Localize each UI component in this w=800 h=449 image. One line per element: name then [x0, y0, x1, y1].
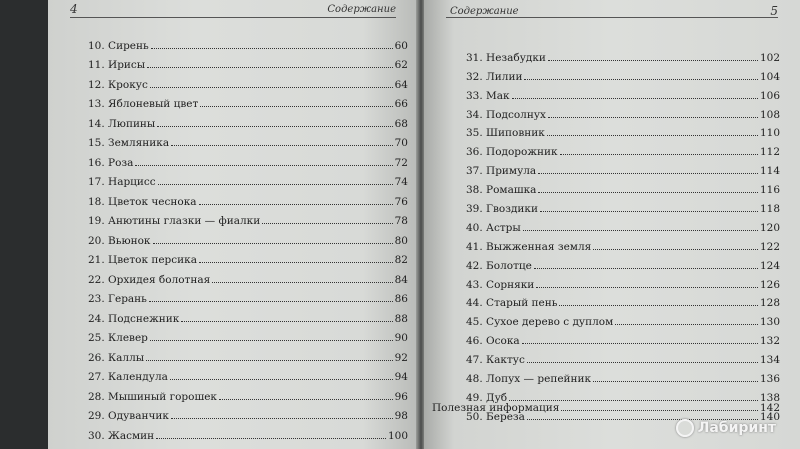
toc-entry-title: 20. Вьюнок	[88, 234, 151, 247]
toc-entry	[48, 266, 418, 286]
toc-entry-page: 84	[394, 273, 408, 286]
left-header-title: Содержание	[327, 4, 396, 15]
toc-entry-page: 124	[759, 259, 780, 272]
toc-entry	[424, 158, 800, 177]
toc-entry-title: 16. Роза	[88, 156, 134, 169]
toc-entry-page: 74	[394, 176, 408, 188]
toc-leader-dots	[593, 249, 758, 250]
toc-entry	[424, 139, 800, 158]
toc-entry	[424, 309, 800, 328]
toc-leader-dots	[536, 287, 758, 288]
toc-entry-page: 128	[759, 297, 780, 310]
toc-entry-title: 43. Сорняки	[466, 278, 535, 291]
toc-leader-dots	[615, 324, 758, 325]
toc-entry	[424, 102, 800, 121]
toc-entry-page: 104	[759, 70, 780, 83]
toc-entry-page: 88	[394, 312, 408, 325]
toc-leader-dots	[540, 211, 758, 212]
toc-leader-dots	[157, 126, 392, 127]
toc-leader-dots	[262, 223, 392, 224]
toc-leader-dots	[158, 184, 393, 185]
toc-entry-page: 114	[759, 165, 780, 178]
toc-entry-title: 31. Незабудки	[466, 51, 546, 64]
toc-entry-title: 27. Календула	[88, 371, 168, 383]
toc-leader-dots	[593, 381, 758, 382]
toc-entry-page: 92	[394, 351, 408, 364]
toc-entry-page: 120	[759, 221, 780, 234]
toc-entry-page: 102	[759, 51, 780, 64]
toc-leader-dots	[548, 60, 758, 61]
toc-leader-dots	[151, 48, 393, 49]
toc-entry-page: 86	[394, 293, 408, 305]
toc-extra-entry	[432, 402, 780, 414]
toc-leader-dots	[522, 343, 758, 344]
toc-entry-title: 44. Старый пень	[466, 297, 558, 310]
toc-leader-dots	[146, 360, 393, 361]
toc-entry	[48, 227, 418, 247]
toc-entry-title: 21. Цветок персика	[88, 254, 197, 266]
toc-entry-page: 112	[759, 146, 780, 159]
toc-entry-page: 72	[394, 156, 408, 169]
toc-entry-page: 64	[394, 78, 408, 91]
toc-entry-title: 50. Береза	[466, 410, 525, 423]
toc-entry	[48, 247, 418, 267]
toc-leader-dots	[147, 67, 392, 68]
toc-entry-page: 96	[394, 390, 408, 403]
watermark-text: Лабиринт	[697, 420, 776, 436]
toc-entry-title: 38. Ромашка	[466, 184, 537, 197]
toc-entry-title: 28. Мышиный горошек	[88, 390, 217, 403]
toc-entry-title: 33. Мак	[466, 89, 510, 102]
toc-entry	[48, 364, 418, 384]
toc-entry-page: 108	[759, 108, 780, 121]
toc-entry	[48, 305, 418, 325]
toc-entry-title: 41. Выжженная земля	[466, 240, 592, 253]
toc-entry	[424, 291, 800, 310]
toc-leader-dots	[538, 173, 758, 174]
toc-leader-dots	[527, 362, 758, 363]
toc-entry-title: 46. Осока	[466, 335, 520, 348]
toc-entry-title: 47. Кактус	[466, 354, 525, 367]
toc-entry-title: 48. Лопух — репейник	[466, 373, 592, 386]
toc-entry-page: 100	[387, 429, 408, 442]
toc-entry	[48, 325, 418, 345]
toc-entry-title: 30. Жасмин	[88, 429, 155, 442]
toc-leader-dots	[212, 282, 392, 283]
toc-entry-title: 10. Сирень	[88, 39, 149, 52]
toc-leader-dots	[523, 230, 758, 231]
toc-leader-dots	[199, 262, 393, 263]
toc-entry	[48, 52, 418, 72]
toc-leader-dots	[538, 192, 758, 193]
right-page	[424, 0, 800, 449]
left-toc-list	[48, 32, 418, 442]
toc-entry-page: 98	[394, 410, 408, 422]
toc-entry	[424, 366, 800, 385]
toc-entry-page: 130	[759, 316, 780, 329]
toc-extra-title: Полезная информация	[432, 402, 560, 414]
toc-entry-page: 118	[759, 203, 780, 216]
toc-entry	[424, 272, 800, 291]
toc-leader-dots	[150, 87, 393, 88]
toc-leader-dots	[153, 243, 393, 244]
toc-entry-page: 132	[759, 335, 780, 348]
watermark	[676, 419, 776, 437]
toc-entry-title: 19. Анютины глазки — фиалки	[88, 215, 261, 227]
toc-leader-dots	[149, 301, 393, 302]
left-page-number: 4	[70, 2, 78, 16]
toc-leader-dots	[524, 79, 757, 80]
toc-leader-dots	[509, 400, 758, 401]
toc-entry	[48, 208, 418, 228]
toc-entry-title: 24. Подснежник	[88, 312, 180, 325]
toc-entry-title: 36. Подорожник	[466, 146, 558, 159]
toc-entry-page: 90	[394, 332, 408, 344]
toc-entry-title: 12. Крокус	[88, 78, 148, 91]
toc-entry	[48, 383, 418, 403]
toc-entry-title: 49. Дуб	[466, 391, 508, 404]
toc-leader-dots	[156, 438, 386, 439]
toc-entry-title: 17. Нарцисс	[88, 176, 156, 188]
toc-leader-dots	[561, 410, 758, 411]
toc-entry-title: 13. Яблоневый цвет	[88, 98, 199, 110]
toc-entry-page: 62	[394, 59, 408, 71]
toc-leader-dots	[534, 268, 758, 269]
toc-entry-page: 80	[394, 234, 408, 247]
toc-entry-page: 68	[394, 117, 408, 130]
toc-entry-title: 29. Одуванчик	[88, 410, 169, 422]
toc-entry	[48, 149, 418, 169]
toc-entry-title: 37. Примула	[466, 165, 537, 178]
toc-entry-title: 35. Шиповник	[466, 127, 545, 140]
toc-entry	[424, 83, 800, 102]
right-page-header	[446, 2, 778, 18]
toc-entry	[424, 121, 800, 140]
toc-leader-dots	[559, 305, 757, 306]
toc-entry-title: 22. Орхидея болотная	[88, 273, 211, 286]
toc-leader-dots	[547, 135, 758, 136]
labirint-logo-icon	[676, 419, 694, 437]
toc-entry	[48, 91, 418, 111]
toc-entry-page: 94	[394, 371, 408, 383]
toc-extra-page: 142	[759, 402, 780, 414]
toc-entry-page: 66	[394, 98, 408, 110]
toc-leader-dots	[171, 145, 393, 146]
toc-entry-title: 40. Астры	[466, 221, 521, 234]
right-page-number: 5	[770, 4, 778, 18]
toc-entry-page: 76	[394, 195, 408, 208]
toc-entry	[48, 130, 418, 150]
toc-leader-dots	[512, 98, 758, 99]
toc-leader-dots	[135, 165, 392, 166]
toc-entry	[424, 177, 800, 196]
toc-entry	[48, 169, 418, 189]
toc-leader-dots	[199, 204, 393, 205]
toc-entry-title: 45. Сухое дерево с дуплом	[466, 316, 614, 329]
toc-leader-dots	[170, 379, 393, 380]
toc-entry-page: 136	[759, 373, 780, 386]
toc-entry-title: 26. Каллы	[88, 351, 145, 364]
toc-entry	[48, 32, 418, 52]
toc-entry-page: 116	[759, 184, 780, 197]
toc-entry-page: 70	[394, 137, 408, 149]
toc-entry-title: 42. Болотце	[466, 259, 532, 272]
left-page	[48, 0, 418, 449]
right-header-title: Содержание	[450, 6, 519, 17]
toc-entry-title: 15. Земляника	[88, 137, 170, 149]
toc-entry-title: 14. Люпины	[88, 117, 156, 130]
toc-entry	[48, 344, 418, 364]
toc-leader-dots	[560, 154, 758, 155]
toc-entry-title: 18. Цветок чеснока	[88, 195, 197, 208]
toc-entry-page: 82	[394, 254, 408, 266]
right-toc-list	[424, 45, 800, 423]
toc-entry-page: 60	[394, 39, 408, 52]
toc-entry	[424, 64, 800, 83]
toc-entry-page: 110	[759, 127, 780, 140]
toc-leader-dots	[150, 340, 393, 341]
toc-entry	[48, 188, 418, 208]
toc-leader-dots	[548, 117, 758, 118]
toc-leader-dots	[219, 399, 393, 400]
toc-entry-page: 140	[759, 410, 780, 423]
toc-entry	[424, 215, 800, 234]
toc-entry-title: 32. Лилии	[466, 70, 523, 83]
toc-entry	[424, 196, 800, 215]
toc-leader-dots	[200, 106, 392, 107]
toc-entry	[424, 234, 800, 253]
toc-entry-page: 134	[759, 354, 780, 367]
toc-leader-dots	[171, 418, 393, 419]
toc-entry-page: 126	[759, 278, 780, 291]
toc-entry	[424, 347, 800, 366]
toc-entry	[48, 403, 418, 423]
toc-entry-page: 138	[759, 391, 780, 404]
left-page-header	[70, 2, 396, 18]
toc-entry	[48, 422, 418, 442]
toc-entry-page: 78	[394, 215, 408, 227]
toc-entry-title: 23. Герань	[88, 293, 147, 305]
toc-entry-title: 11. Ирисы	[88, 59, 146, 71]
toc-entry	[48, 110, 418, 130]
toc-entry-title: 34. Подсолнух	[466, 108, 546, 121]
toc-entry	[48, 286, 418, 306]
toc-entry	[424, 253, 800, 272]
toc-entry	[48, 71, 418, 91]
toc-entry-page: 106	[759, 89, 780, 102]
toc-entry	[424, 45, 800, 64]
toc-entry-page: 122	[759, 240, 780, 253]
toc-entry-title: 39. Гвоздики	[466, 203, 538, 216]
toc-entry-title: 25. Клевер	[88, 332, 148, 344]
toc-leader-dots	[181, 321, 392, 322]
toc-entry	[424, 328, 800, 347]
